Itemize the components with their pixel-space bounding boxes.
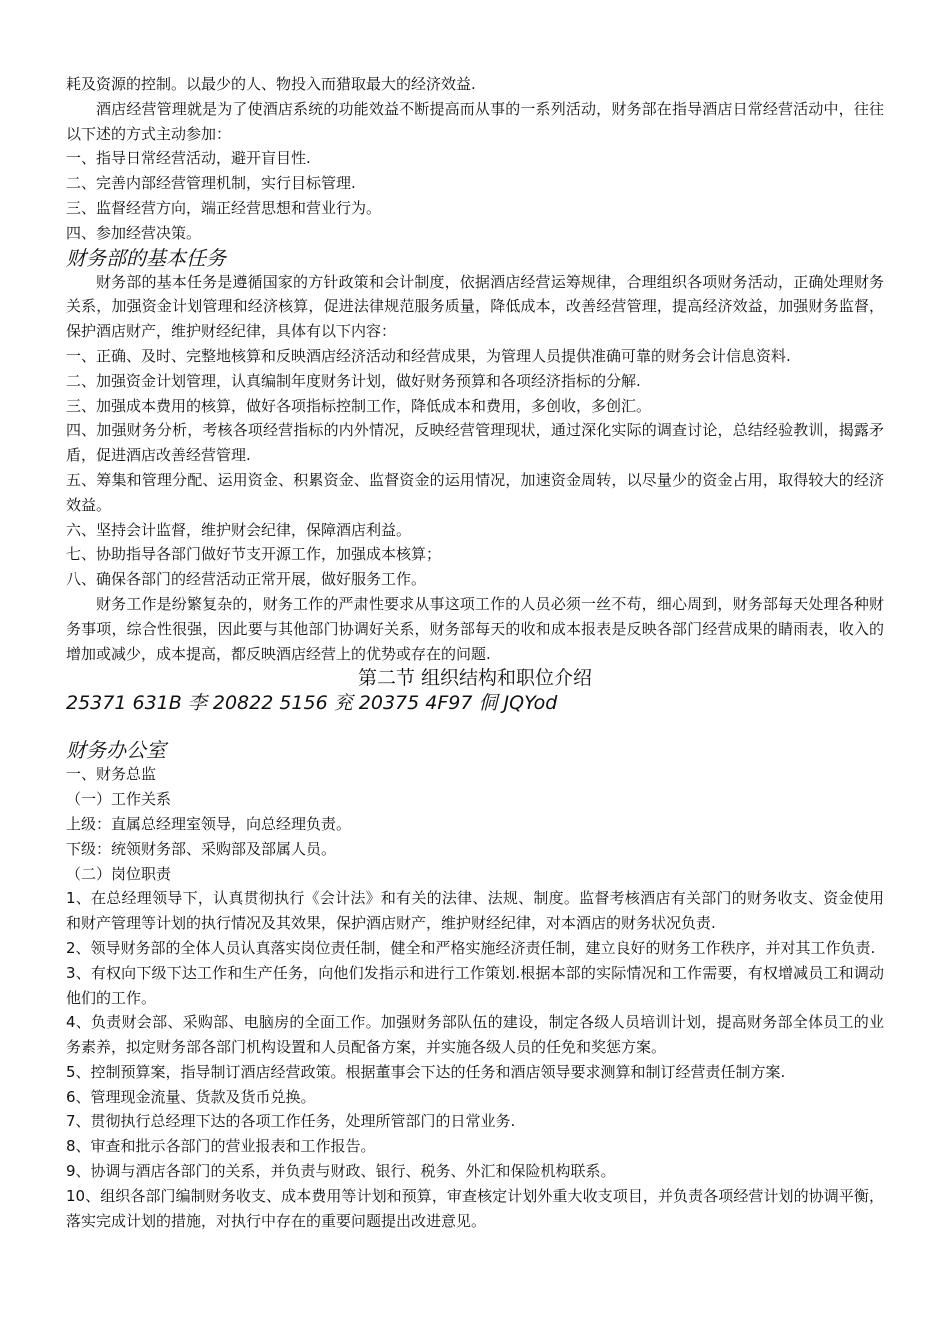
intro-list-item: 三、监督经营方向，端正经营思想和营业行为。 (66, 198, 382, 217)
section-title: 第二节 组织结构和职位介绍 (357, 667, 593, 690)
basic-tasks-heading: 财务部的基本任务 (66, 245, 226, 270)
task-item: 三、加强成本费用的核算，做好各项指标控制工作，降低成本和费用，多创收，多创汇。 (66, 396, 652, 415)
task-item: 七、协助指导各部门做好节支开源工作，加强成本核算； (66, 545, 442, 564)
duty-item: 8、审查和批示各部门的营业报表和工作报告。 (66, 1137, 376, 1156)
task-item: 四、加强财务分析，考核各项经营指标的内外情况，反映经营管理现状，通过深化实际的调查讨论，总结经验教训，揭露矛盾，促进酒店改善经营管理. (66, 421, 884, 465)
task-item: 八、确保各部门的经营活动正常开展，做好服务工作。 (66, 570, 427, 589)
superior-line: 上级：直属总经理室领导，向总经理负责。 (66, 814, 352, 833)
duty-item: 7、贯彻执行总经理下达的各项工作任务，处理所管部门的日常业务. (66, 1112, 516, 1131)
office-heading: 财务办公室 (66, 738, 166, 763)
intro-list-item: 四、参加经营决策。 (66, 223, 202, 242)
basic-tasks-closing: 财务工作是纷繁复杂的，财务工作的严肃性要求从事这项工作的人员必须一丝不苟，细心周到，财务部每天处理各种财务事项，综合性很强，因此要与其他部门协调好关系，财务部每天的收和成本报表是反映各部门经营成果的睛雨表，收入的增加或减少，成本提高，都反映酒店经营上的优势或存在的问题. (66, 594, 884, 663)
role-title: 一、财务总监 (66, 765, 157, 784)
intro-paragraph: 酒店经营管理就是为了使酒店系统的功能效益不断提高而从事的一系列活动，财务部在指导酒店日常经营活动中，往往以下述的方式主动参加： (66, 99, 884, 143)
intro-list-item: 二、完善内部经营管理机制，实行目标管理. (66, 174, 356, 193)
basic-tasks-intro: 财务部的基本任务是遵循国家的方针政策和会计制度，依据酒店经营运筹规律，合理组织各项财务活动，正确处理财务关系，加强资金计划管理和经济核算，促进法律规范服务质量，降低成本，改善经营管理，提高经济效益，加强财务监督，保护酒店财产，维护财经纪律，具体有以下内容： (66, 272, 884, 341)
subordinate-line: 下级：统领财务部、采购部及部属人员。 (66, 839, 337, 858)
duty-item: 4、负责财会部、采购部、电脑房的全面工作。加强财务部队伍的建设，制定各级人员培训计划，提高财务部全体员工的业务素养，拟定财务部各部门机构设置和人员配备方案，并实施各级人员的任免和奖惩方案。 (66, 1013, 884, 1057)
task-item: 五、筹集和管理分配、运用资金、积累资金、监督资金的运用情况，加速资金周转，以尽量少的资金占用，取得较大的经济效益。 (66, 470, 884, 514)
duties-heading: （二）岗位职责 (66, 864, 172, 883)
duty-item: 3、有权向下级下达工作和生产任务，向他们发指示和进行工作策划.根据本部的实际情况和工作需要，有权增减员工和调动他们的工作。 (66, 963, 884, 1007)
garbled-code-line: 25371 631B 李 20822 5156 兖 20375 4F97 侗 JQYod (66, 692, 558, 715)
duty-item: 2、领导财务部的全体人员认真落实岗位责任制，健全和严格实施经济责任制，建立良好的财务工作秩序，并对其工作负责. (66, 938, 876, 957)
duty-item: 9、协调与酒店各部门的关系，并负责与财政、银行、税务、外汇和保险机构联系。 (66, 1162, 616, 1181)
duty-item: 10、组织各部门编制财务收支、成本费用等计划和预算，审查核定计划外重大收支项目，并负责各项经营计划的协调平衡，落实完成计划的措施，对执行中存在的重要问题提出改进意见。 (66, 1186, 884, 1230)
intro-line: 耗及资源的控制。以最少的人、物投入而猎取最大的经济效益. (66, 75, 476, 93)
intro-list-item: 一、指导日常经营活动，避开盲目性. (66, 149, 311, 168)
relation-heading: （一）工作关系 (66, 790, 172, 809)
task-item: 六、坚持会计监督，维护财会纪律，保障酒店利益。 (66, 520, 412, 539)
duty-item: 1、在总经理领导下，认真贯彻执行《会计法》和有关的法律、法规、制度。监督考核酒店有关部门的财务收支、资金使用和财产管理等计划的执行情况及其效果，保护酒店财产，维护财经纪律，对本酒店的财务状况负责. (66, 889, 884, 933)
spacer (66, 716, 884, 738)
task-item: 一、正确、及时、完整地核算和反映酒店经济活动和经营成果，为管理人员提供准确可靠的财务会计信息资料. (66, 346, 791, 365)
duty-item: 6、管理现金流量、货款及货币兑换。 (66, 1087, 316, 1106)
duty-item: 5、控制预算案，指导制订酒店经营政策。根据董事会下达的任务和酒店领导要求测算和制订经营责任制方案. (66, 1062, 786, 1081)
task-item: 二、加强资金计划管理，认真编制年度财务计划，做好财务预算和各项经济指标的分解. (66, 371, 641, 390)
